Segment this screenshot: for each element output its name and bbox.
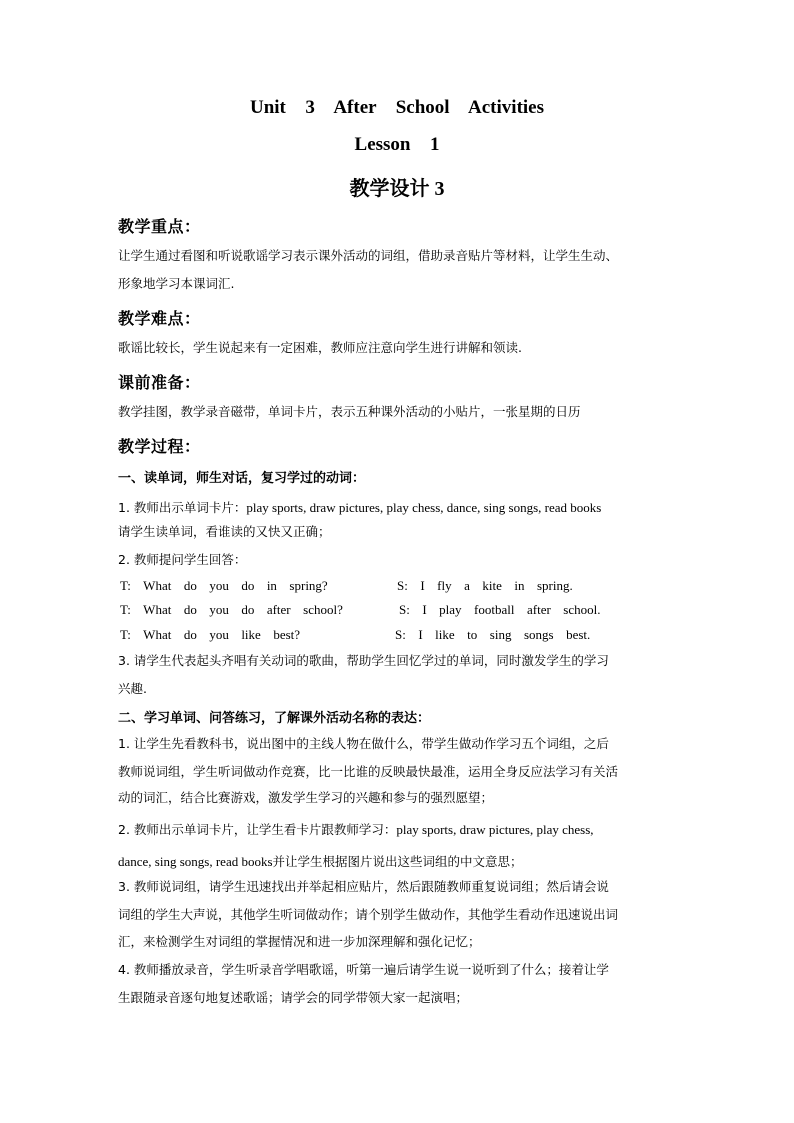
part2-item4-line-1: 4. 教师播放录音，学生听录音学唱歌谣，听第一遍后请学生说一说听到了什么；接着让学 xyxy=(118,962,609,977)
process-heading: 教学过程： xyxy=(118,437,201,456)
lesson-title: Lesson 1 xyxy=(354,134,440,155)
difficulties-line-1: 歌谣比较长，学生说起来有一定困难，教师应注意向学生进行讲解和领读. xyxy=(118,340,522,355)
key-points-line-2: 形象地学习本课词汇. xyxy=(118,276,235,291)
part2-item1-line-1: 1. 让学生先看教科书，说出图中的主线人物在做什么，带学生做动作学习五个词组，之后 xyxy=(118,736,609,751)
dialogue-student-1: S: I fly a kite in spring. xyxy=(397,578,573,593)
part1-item1-prefix: 1. 教师出示单词卡片： xyxy=(118,500,247,515)
part2-item1-line-3: 动的词汇，结合比赛游戏，激发学生学习的兴趣和参与的强烈愿望； xyxy=(118,790,494,805)
key-points-heading: 教学重点： xyxy=(118,217,201,236)
part2-item2-words: play sports, draw pictures, play chess, xyxy=(396,822,594,837)
part2-item2-prefix: 2. 教师出示单词卡片，让学生看卡片跟教师学习： xyxy=(118,822,397,837)
part2-item4-line-2: 生跟随录音逐句地复述歌谣；请学会的同学带领大家一起演唱； xyxy=(118,990,469,1005)
dialogue-teacher-1: T: What do you do in spring? xyxy=(120,578,328,593)
unit-title: Unit 3 After School Activities xyxy=(249,97,544,118)
part1-item3-line-1: 3. 请学生代表起头齐唱有关动词的歌曲，帮助学生回忆学过的单词，同时激发学生的学习 xyxy=(118,653,609,668)
part2-heading: 二、学习单词、问答练习，了解课外活动名称的表达： xyxy=(118,711,431,726)
part1-item1-line-2: 请学生读单词，看谁读的又快又正确； xyxy=(118,524,331,539)
part1-item2: 2. 教师提问学生回答： xyxy=(118,552,247,567)
design-title: 教学设计 3 xyxy=(349,178,445,200)
difficulties-heading: 教学难点： xyxy=(118,309,201,328)
part2-item1-line-2: 教师说词组，学生听词做动作竞赛，比一比谁的反映最快最准，运用全身反应法学习有关活 xyxy=(118,764,619,779)
dialogue-student-2: S: I play football after school. xyxy=(399,602,601,617)
dialogue-teacher-2: T: What do you do after school? xyxy=(120,602,343,617)
part2-item2-words-cont: dance, sing songs, read books xyxy=(118,854,273,869)
part2-item3-line-3: 汇，来检测学生对词组的掌握情况和进一步加深理解和强化记忆； xyxy=(118,934,481,949)
dialogue-teacher-3: T: What do you like best? xyxy=(120,627,301,642)
part1-item1-line-1 xyxy=(118,500,601,516)
part2-item3-line-1: 3. 教师说词组，请学生迅速找出并举起相应贴片，然后跟随教师重复说词组；然后请会说 xyxy=(118,879,609,894)
preparation-heading: 课前准备： xyxy=(118,373,201,392)
part2-item2-line-2 xyxy=(118,854,523,870)
part2-item3-line-2: 词组的学生大声说，其他学生听词做动作；请个别学生做动作，其他学生看动作迅速说出词 xyxy=(118,907,619,922)
part2-item2-cn: 并让学生根据图片说出这些词组的中文意思； xyxy=(272,854,523,869)
dialogue-student-3: S: I like to sing songs best. xyxy=(395,627,591,642)
part1-heading: 一、读单词，师生对话，复习学过的动词： xyxy=(118,471,366,486)
part1-item3-line-2: 兴趣. xyxy=(118,681,147,696)
key-points-line-1: 让学生通过看图和听说歌谣学习表示课外活动的词组，借助录音贴片等材料，让学生生动、 xyxy=(118,248,619,263)
preparation-line-1: 教学挂图，教学录音磁带，单词卡片，表示五种课外活动的小贴片，一张星期的日历 xyxy=(118,404,581,419)
part1-item1-words: play sports, draw pictures, play chess, dance, sing songs, read books xyxy=(246,500,602,515)
part2-item2-line-1 xyxy=(118,822,594,838)
